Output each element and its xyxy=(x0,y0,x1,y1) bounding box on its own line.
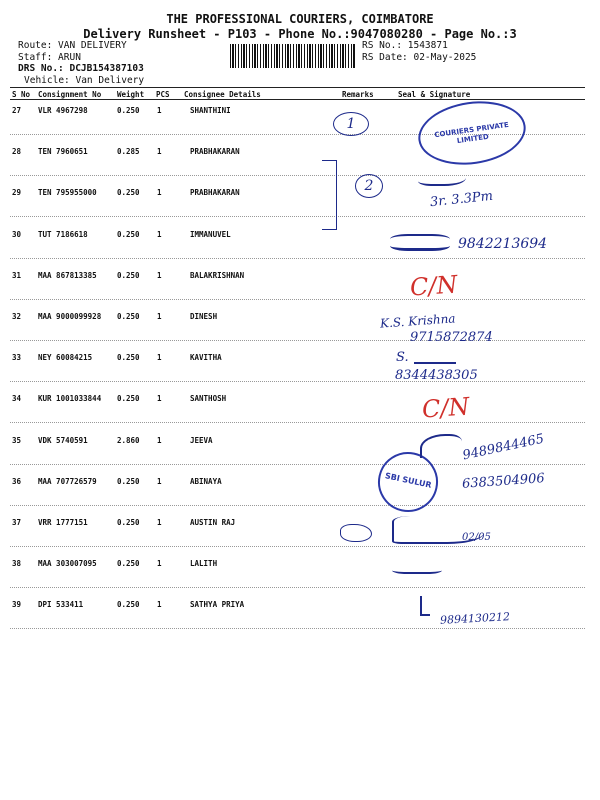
cell-cno: TEN 795955000 xyxy=(38,188,97,198)
cell-sno: 36 xyxy=(12,476,22,486)
row-divider xyxy=(10,628,585,629)
cell-weight: 0.250 xyxy=(117,476,140,486)
seal-stamp-27: COURIERS PRIVATE LIMITED xyxy=(414,95,530,171)
cell-cno: KUR 1001033844 xyxy=(38,394,102,404)
col-pcs: PCS xyxy=(156,90,170,99)
cn-34: C/N xyxy=(421,392,471,424)
cell-name: DINESH xyxy=(190,312,218,321)
phone-35: 9489844465 xyxy=(461,431,546,464)
cell-cno: MAA 707726579 xyxy=(38,476,97,486)
remark-mark-2: 2 xyxy=(355,174,383,198)
signature-scribble-35 xyxy=(420,434,462,458)
col-sno: S No xyxy=(12,90,31,99)
cell-pcs: 1 xyxy=(157,188,162,198)
cell-name: PRABHAKARAN xyxy=(190,188,240,198)
cell-pcs: 1 xyxy=(157,518,162,527)
table-row xyxy=(0,265,600,306)
phone-36: 6383504906 xyxy=(461,471,546,492)
col-consignee: Consignee Details xyxy=(184,90,261,99)
cell-name: IMMANUVEL xyxy=(190,229,231,239)
rs-date: RS Date: 02-May-2025 xyxy=(362,51,477,63)
cell-name: ABINAYA xyxy=(190,476,222,486)
row-divider xyxy=(10,340,585,341)
cell-sno: 32 xyxy=(12,312,22,321)
cn-31: C/N xyxy=(409,270,459,302)
col-consignment: Consignment No xyxy=(38,90,102,99)
col-seal: Seal & Signature xyxy=(398,90,471,99)
cell-weight: 0.250 xyxy=(117,229,140,239)
cell-cno: DPI 533411 xyxy=(38,600,84,610)
seal-stamp-35: SBI SULUR xyxy=(372,446,443,517)
table-row xyxy=(0,553,600,594)
table-row xyxy=(0,512,600,553)
cell-pcs: 1 xyxy=(157,270,162,280)
phone-32: 9715872874 xyxy=(410,330,493,345)
signature-scribble-30 xyxy=(390,234,450,251)
cell-cno: VDK 5740591 xyxy=(38,435,88,445)
row-divider xyxy=(10,299,585,300)
col-remarks: Remarks xyxy=(342,90,374,99)
remark-bracket xyxy=(322,160,337,230)
cell-sno: 30 xyxy=(12,229,22,239)
cell-weight: 0.285 xyxy=(117,147,140,157)
cell-name: BALAKRISHNAN xyxy=(190,270,245,280)
row-divider xyxy=(10,381,585,382)
signature-name-32: K.S. Krishna xyxy=(379,311,456,331)
cell-cno: VLR 4967298 xyxy=(38,106,88,115)
drs-number: DRS No.: DCJB154387103 xyxy=(18,63,144,74)
cell-sno: 33 xyxy=(12,353,22,363)
remark-scribble-37 xyxy=(340,524,372,542)
row-divider xyxy=(10,505,585,506)
cell-sno: 27 xyxy=(12,106,22,115)
cell-name: AUSTIN RAJ xyxy=(190,518,236,527)
barcode xyxy=(230,44,355,68)
cell-cno: VRR 1777151 xyxy=(38,518,88,527)
cell-cno: TEN 7960651 xyxy=(38,147,88,157)
doc-subtitle: Delivery Runsheet - P103 - Phone No.:9047080280 - Page No.:3 xyxy=(83,27,517,41)
table-row xyxy=(0,306,600,347)
cell-weight: 2.860 xyxy=(117,435,140,445)
route: Route: VAN DELIVERY xyxy=(18,40,127,51)
date-37: 02/05 xyxy=(462,532,491,543)
staff: Staff: ARUN xyxy=(18,51,81,63)
cell-pcs: 1 xyxy=(157,229,162,239)
cell-cno: MAA 303007095 xyxy=(38,559,97,569)
runsheet-meta-right xyxy=(362,40,476,63)
cell-pcs: 1 xyxy=(157,394,162,404)
cell-name: SANTHOSH xyxy=(190,394,227,404)
cell-weight: 0.250 xyxy=(117,559,140,569)
cell-pcs: 1 xyxy=(157,435,162,445)
cell-pcs: 1 xyxy=(157,312,162,321)
phone-33: 8344438305 xyxy=(395,368,478,383)
cell-pcs: 1 xyxy=(157,600,162,610)
col-weight: Weight xyxy=(117,90,145,99)
row-divider xyxy=(10,587,585,588)
cell-pcs: 1 xyxy=(157,353,162,363)
cell-cno: NEY 60084215 xyxy=(38,353,93,363)
table-row xyxy=(0,388,600,429)
table-row xyxy=(0,594,600,635)
cell-weight: 0.250 xyxy=(117,518,140,527)
cell-sno: 28 xyxy=(12,147,22,157)
row-divider xyxy=(10,422,585,423)
cell-cno: MAA 9000099928 xyxy=(38,312,102,321)
rs-number: RS No.: 1543871 xyxy=(362,40,448,51)
cell-weight: 0.250 xyxy=(117,270,140,280)
signature-scribble-39 xyxy=(420,596,430,616)
phone-39: 9894130212 xyxy=(439,610,511,627)
row-divider xyxy=(10,546,585,547)
signature-name-33: S. xyxy=(396,350,409,365)
signature-scribble-29 xyxy=(418,168,466,186)
header-rule-top xyxy=(10,87,585,88)
cell-weight: 0.250 xyxy=(117,188,140,198)
doc-title: THE PROFESSIONAL COURIERS, COIMBATORE xyxy=(166,12,434,26)
cell-name: PRABHAKARAN xyxy=(190,147,240,157)
cell-weight: 0.250 xyxy=(117,394,140,404)
row-divider xyxy=(10,175,585,176)
cell-sno: 39 xyxy=(12,600,22,610)
phone-30: 9842213694 xyxy=(458,236,548,252)
signature-scribble-33 xyxy=(414,354,456,364)
cell-weight: 0.250 xyxy=(117,353,140,363)
cell-weight: 0.250 xyxy=(117,600,140,610)
row-divider xyxy=(10,258,585,259)
signature-scribble-38 xyxy=(392,562,442,574)
cell-weight: 0.250 xyxy=(117,312,140,321)
cell-name: SHANTHINI xyxy=(190,106,231,115)
row-divider xyxy=(10,464,585,465)
cell-pcs: 1 xyxy=(157,476,162,486)
cell-name: SATHYA PRIYA xyxy=(190,600,245,610)
table-row xyxy=(0,182,600,223)
cell-sno: 34 xyxy=(12,394,22,404)
cell-pcs: 1 xyxy=(157,106,162,115)
cell-name: LALITH xyxy=(190,559,218,569)
table-row xyxy=(0,347,600,388)
cell-sno: 35 xyxy=(12,435,22,445)
cell-sno: 31 xyxy=(12,270,22,280)
cell-name: JEEVA xyxy=(190,435,213,445)
cell-cno: TUT 7186618 xyxy=(38,229,88,239)
signature-29: 3r. 3.3Pm xyxy=(429,188,494,211)
cell-pcs: 1 xyxy=(157,147,162,157)
cell-sno: 29 xyxy=(12,188,22,198)
cell-pcs: 1 xyxy=(157,559,162,569)
row-divider xyxy=(10,216,585,217)
vehicle: Vehicle: Van Delivery xyxy=(24,74,145,86)
cell-weight: 0.250 xyxy=(117,106,140,115)
cell-sno: 37 xyxy=(12,518,22,527)
cell-name: KAVITHA xyxy=(190,353,222,363)
cell-sno: 38 xyxy=(12,559,22,569)
cell-cno: MAA 867813385 xyxy=(38,270,97,280)
remark-mark-1: 1 xyxy=(333,112,369,136)
runsheet-meta-left xyxy=(18,40,144,86)
